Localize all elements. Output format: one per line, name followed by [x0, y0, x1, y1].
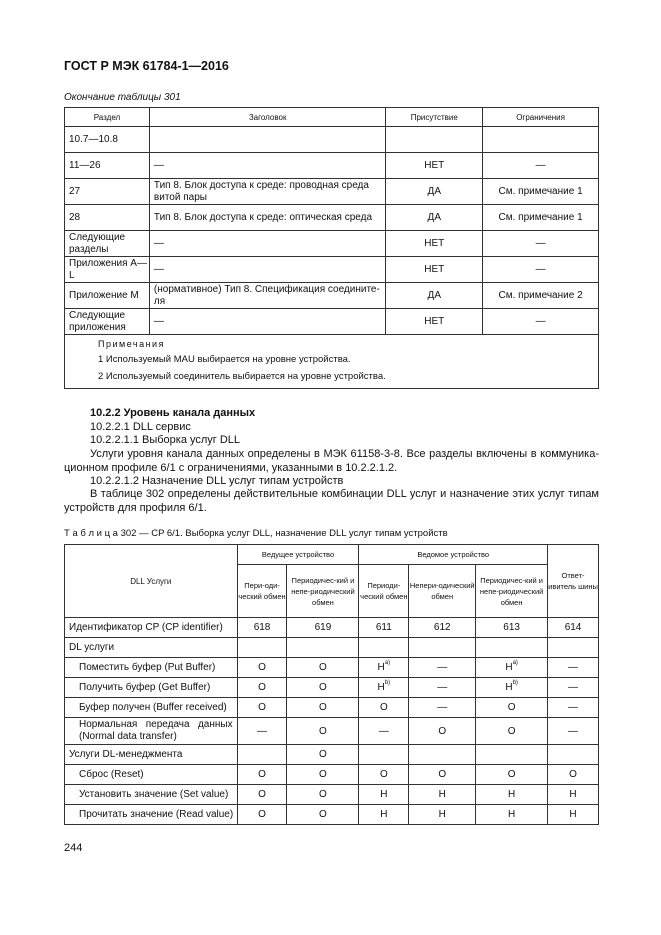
- column-header: Заголовок: [149, 108, 385, 127]
- sub-header: Периодичес-кий и непе-риодический обмен: [287, 565, 359, 618]
- cell-value: O: [507, 702, 516, 713]
- table-cell: —: [483, 153, 599, 179]
- table-cell: [287, 698, 359, 718]
- cell-value: O: [319, 682, 327, 693]
- table-cell: Тип 8. Блок доступа к среде: проводная среда витой пары: [149, 179, 385, 205]
- cell-value: H: [380, 809, 388, 820]
- cell-value: H: [380, 789, 388, 800]
- table-cell: [287, 785, 359, 805]
- section-heading: 10.2.2 Уровень канала данных: [90, 407, 256, 419]
- cell-value: 618: [253, 622, 271, 633]
- cell-value: 614: [564, 622, 582, 633]
- table-cell: [237, 745, 287, 765]
- note-2: 2 Используемый соединитель выбирается на уровне устройства.: [98, 371, 386, 382]
- table-cell: [548, 698, 599, 718]
- sub-header: Непери-одический обмен: [409, 565, 476, 618]
- table-row: [65, 153, 599, 179]
- cell-value: O: [319, 809, 327, 820]
- table-cell: [359, 785, 409, 805]
- table-row: [65, 638, 599, 658]
- table-cell: [237, 785, 287, 805]
- table-cell: [548, 618, 599, 638]
- table-cell: [476, 745, 548, 765]
- table-cell: [237, 678, 287, 698]
- table-cell: [237, 618, 287, 638]
- footnote-marker: a): [512, 660, 518, 666]
- group-header: Ведомое устройство: [359, 545, 548, 565]
- table-cell: —: [483, 257, 599, 283]
- table-row: [65, 231, 599, 257]
- document-header: ГОСТ Р МЭК 61784-1—2016: [64, 59, 229, 73]
- cell-value: H: [569, 789, 577, 800]
- table-cell: [409, 658, 476, 678]
- table-cell: [409, 785, 476, 805]
- cell-value: O: [258, 789, 266, 800]
- table-cell: Тип 8. Блок доступа к среде: оптическая среда: [149, 205, 385, 231]
- table-cell: [409, 678, 476, 698]
- table-cell: НЕТ: [386, 231, 483, 257]
- table-cell: [287, 718, 359, 745]
- table-row: [65, 618, 599, 638]
- cell-value: H: [569, 809, 577, 820]
- table-cell: [237, 698, 287, 718]
- table-cell: Приложение М: [65, 283, 150, 309]
- service-label: Буфер получен (Buffer received): [65, 698, 238, 718]
- table-row: [65, 698, 599, 718]
- sub-header: Периодичес-кий и непе-риодический обмен: [476, 565, 548, 618]
- table-301: [64, 107, 599, 389]
- service-label: Установить значение (Set value): [65, 785, 238, 805]
- cell-value: H: [377, 682, 385, 693]
- table-cell: [359, 638, 409, 658]
- table-row: [65, 718, 599, 745]
- table-cell: ДА: [386, 179, 483, 205]
- table-cell: [476, 785, 548, 805]
- service-label: DL услуги: [65, 638, 238, 658]
- cell-value: O: [258, 769, 266, 780]
- table-cell: [287, 618, 359, 638]
- table-cell: См. примечание 1: [483, 179, 599, 205]
- table-cell: —: [483, 309, 599, 335]
- table-cell: [476, 618, 548, 638]
- table-cell: [409, 765, 476, 785]
- table-cell: Следующие разделы: [65, 231, 150, 257]
- cell-value: 612: [433, 622, 451, 633]
- cell-value: O: [258, 809, 266, 820]
- cell-value: H: [438, 809, 446, 820]
- service-label: Получить буфер (Get Buffer): [65, 678, 238, 698]
- table-cell: [476, 718, 548, 745]
- table-cell: [548, 745, 599, 765]
- cell-value: H: [438, 789, 446, 800]
- table-cell: 28: [65, 205, 150, 231]
- table-cell: ДА: [386, 205, 483, 231]
- table-row: [65, 179, 599, 205]
- table-cell: 11—26: [65, 153, 150, 179]
- service-label: Услуги DL-менеджмента: [65, 745, 238, 765]
- table-cell: [386, 127, 483, 153]
- service-label: Сброс (Reset): [65, 765, 238, 785]
- table-cell: [409, 745, 476, 765]
- table-row: [65, 205, 599, 231]
- table-cell: [359, 678, 409, 698]
- column-header: Ограничения: [483, 108, 599, 127]
- cell-value: —: [437, 702, 448, 713]
- table-cell: [359, 658, 409, 678]
- column-header: DLL Услуги: [65, 545, 238, 618]
- cell-value: —: [568, 682, 579, 693]
- subsection-heading: 10.2.2.1.1 Выборка услуг DLL: [90, 434, 241, 446]
- table-cell: См. примечание 1: [483, 205, 599, 231]
- table-cell: [287, 678, 359, 698]
- column-header: Присутствие: [386, 108, 483, 127]
- cell-value: 611: [375, 622, 392, 633]
- table-cell: НЕТ: [386, 257, 483, 283]
- table-row: [65, 805, 599, 825]
- table-cell: [359, 765, 409, 785]
- cell-value: O: [379, 769, 388, 780]
- cell-value: O: [319, 789, 327, 800]
- cell-value: H: [377, 662, 385, 673]
- cell-value: O: [258, 702, 266, 713]
- table-cell: 27: [65, 179, 150, 205]
- table-cell: [548, 785, 599, 805]
- notes-cell: [65, 335, 599, 389]
- cell-value: O: [569, 769, 577, 780]
- table-cell: [287, 658, 359, 678]
- table-cell: Приложения А—L: [65, 257, 150, 283]
- subsection-heading: 10.2.2.1.2 Назначение DLL услуг типам устройств: [90, 475, 344, 487]
- table-continuation-label: Окончание таблицы 301: [64, 92, 181, 103]
- table-cell: НЕТ: [386, 309, 483, 335]
- cell-value: O: [507, 769, 516, 780]
- table-cell: [287, 805, 359, 825]
- cell-value: —: [568, 725, 579, 737]
- cell-value: O: [319, 769, 327, 780]
- table-cell: [409, 718, 476, 745]
- table-cell: [476, 678, 548, 698]
- table-cell: (нормативное) Тип 8. Спецификация соедините-ля: [149, 283, 385, 309]
- sub-header: Периоди-ческий обмен: [359, 565, 409, 618]
- notes-title: Примечания: [98, 339, 165, 349]
- cell-value: O: [438, 725, 447, 737]
- table-row: [65, 309, 599, 335]
- table-302: [64, 544, 599, 825]
- table-cell: [359, 698, 409, 718]
- service-label: Прочитать значение (Read value): [65, 805, 238, 825]
- table-cell: [476, 638, 548, 658]
- service-label: Поместить буфер (Put Buffer): [65, 658, 238, 678]
- table-cell: [359, 805, 409, 825]
- cell-value: O: [379, 702, 388, 713]
- table-cell: [548, 765, 599, 785]
- table-cell: [287, 638, 359, 658]
- table-cell: См. примечание 2: [483, 283, 599, 309]
- table-cell: [237, 805, 287, 825]
- cell-value: O: [319, 662, 327, 673]
- cell-value: —: [568, 662, 579, 673]
- paragraph: В таблице 302 определены действительные комбинации DLL услуг и назначение этих услуг типам устройств для профиля 6/1.: [64, 488, 599, 514]
- table-cell: —: [483, 231, 599, 257]
- table-cell: [548, 638, 599, 658]
- table-row: [65, 257, 599, 283]
- table-cell: [237, 658, 287, 678]
- table-cell: [359, 745, 409, 765]
- table-cell: [476, 765, 548, 785]
- table-cell: [476, 658, 548, 678]
- cell-value: O: [258, 662, 266, 673]
- table-cell: [476, 698, 548, 718]
- note-1: 1 Используемый MAU выбирается на уровне устройства.: [98, 354, 351, 365]
- table-cell: [409, 805, 476, 825]
- subsection-heading: 10.2.2.1 DLL сервис: [90, 421, 191, 433]
- table-cell: [287, 765, 359, 785]
- table-row: [65, 127, 599, 153]
- table-cell: —: [149, 153, 385, 179]
- footnote-marker: a): [384, 660, 391, 666]
- column-header: Ответ-ивитель шины: [548, 545, 599, 618]
- cell-value: H: [505, 662, 513, 673]
- cell-value: 613: [503, 622, 520, 633]
- table-cell: [287, 745, 359, 765]
- table-row: [65, 785, 599, 805]
- cell-value: H: [505, 682, 513, 693]
- table-cell: [409, 698, 476, 718]
- table-row: [65, 658, 599, 678]
- service-label: Идентификатор CP (CP identifier): [65, 618, 238, 638]
- cell-value: —: [378, 725, 389, 737]
- table-cell: [359, 718, 409, 745]
- table-cell: 10.7—10.8: [65, 127, 150, 153]
- cell-value: O: [319, 725, 327, 737]
- group-header: Ведущее устройство: [237, 545, 359, 565]
- sub-header: Пери-оди-ческий обмен: [237, 565, 287, 618]
- table-row: [65, 678, 599, 698]
- table-cell: [483, 127, 599, 153]
- table-cell: [548, 678, 599, 698]
- table-cell: НЕТ: [386, 153, 483, 179]
- table-cell: [548, 805, 599, 825]
- cell-value: O: [319, 702, 327, 713]
- table-cell: [237, 765, 287, 785]
- table-cell: [359, 618, 409, 638]
- table-cell: [476, 805, 548, 825]
- cell-value: —: [437, 682, 448, 693]
- table-row: [65, 283, 599, 309]
- table-row: [65, 765, 599, 785]
- cell-value: O: [507, 725, 516, 737]
- table-row: [65, 745, 599, 765]
- table-cell: Следующие приложения: [65, 309, 150, 335]
- table-cell: [237, 718, 287, 745]
- page-number: 244: [64, 842, 83, 854]
- table-caption: Т а б л и ц а 302 — CP 6/1. Выборка услуг DLL, назначение DLL услуг типам устройств: [64, 528, 448, 539]
- cell-value: H: [508, 789, 516, 800]
- table-cell: [149, 127, 385, 153]
- cell-value: —: [568, 702, 579, 713]
- table-cell: —: [149, 231, 385, 257]
- table-cell: —: [149, 309, 385, 335]
- table-cell: [548, 658, 599, 678]
- table-cell: [548, 718, 599, 745]
- column-header: Раздел: [65, 108, 150, 127]
- footnote-marker: b): [384, 680, 391, 686]
- cell-value: O: [319, 749, 327, 760]
- service-label: Нормальная передача данных (Normal data transfer): [65, 718, 238, 745]
- table-cell: [409, 638, 476, 658]
- cell-value: H: [508, 809, 516, 820]
- cell-value: O: [438, 769, 447, 780]
- table-cell: —: [149, 257, 385, 283]
- table-cell: ДА: [386, 283, 483, 309]
- cell-value: —: [437, 662, 448, 673]
- table-cell: [237, 638, 287, 658]
- footnote-marker: b): [512, 680, 518, 686]
- paragraph: Услуги уровня канала данных определены в МЭК 61158-3-8. Все разделы включены в коммуника-ционном профиле 6/1 с ограничениями, указанными в 10.2.2.1.2.: [64, 448, 599, 474]
- cell-value: —: [257, 725, 268, 737]
- cell-value: 619: [314, 622, 332, 633]
- cell-value: O: [258, 682, 266, 693]
- table-cell: [409, 618, 476, 638]
